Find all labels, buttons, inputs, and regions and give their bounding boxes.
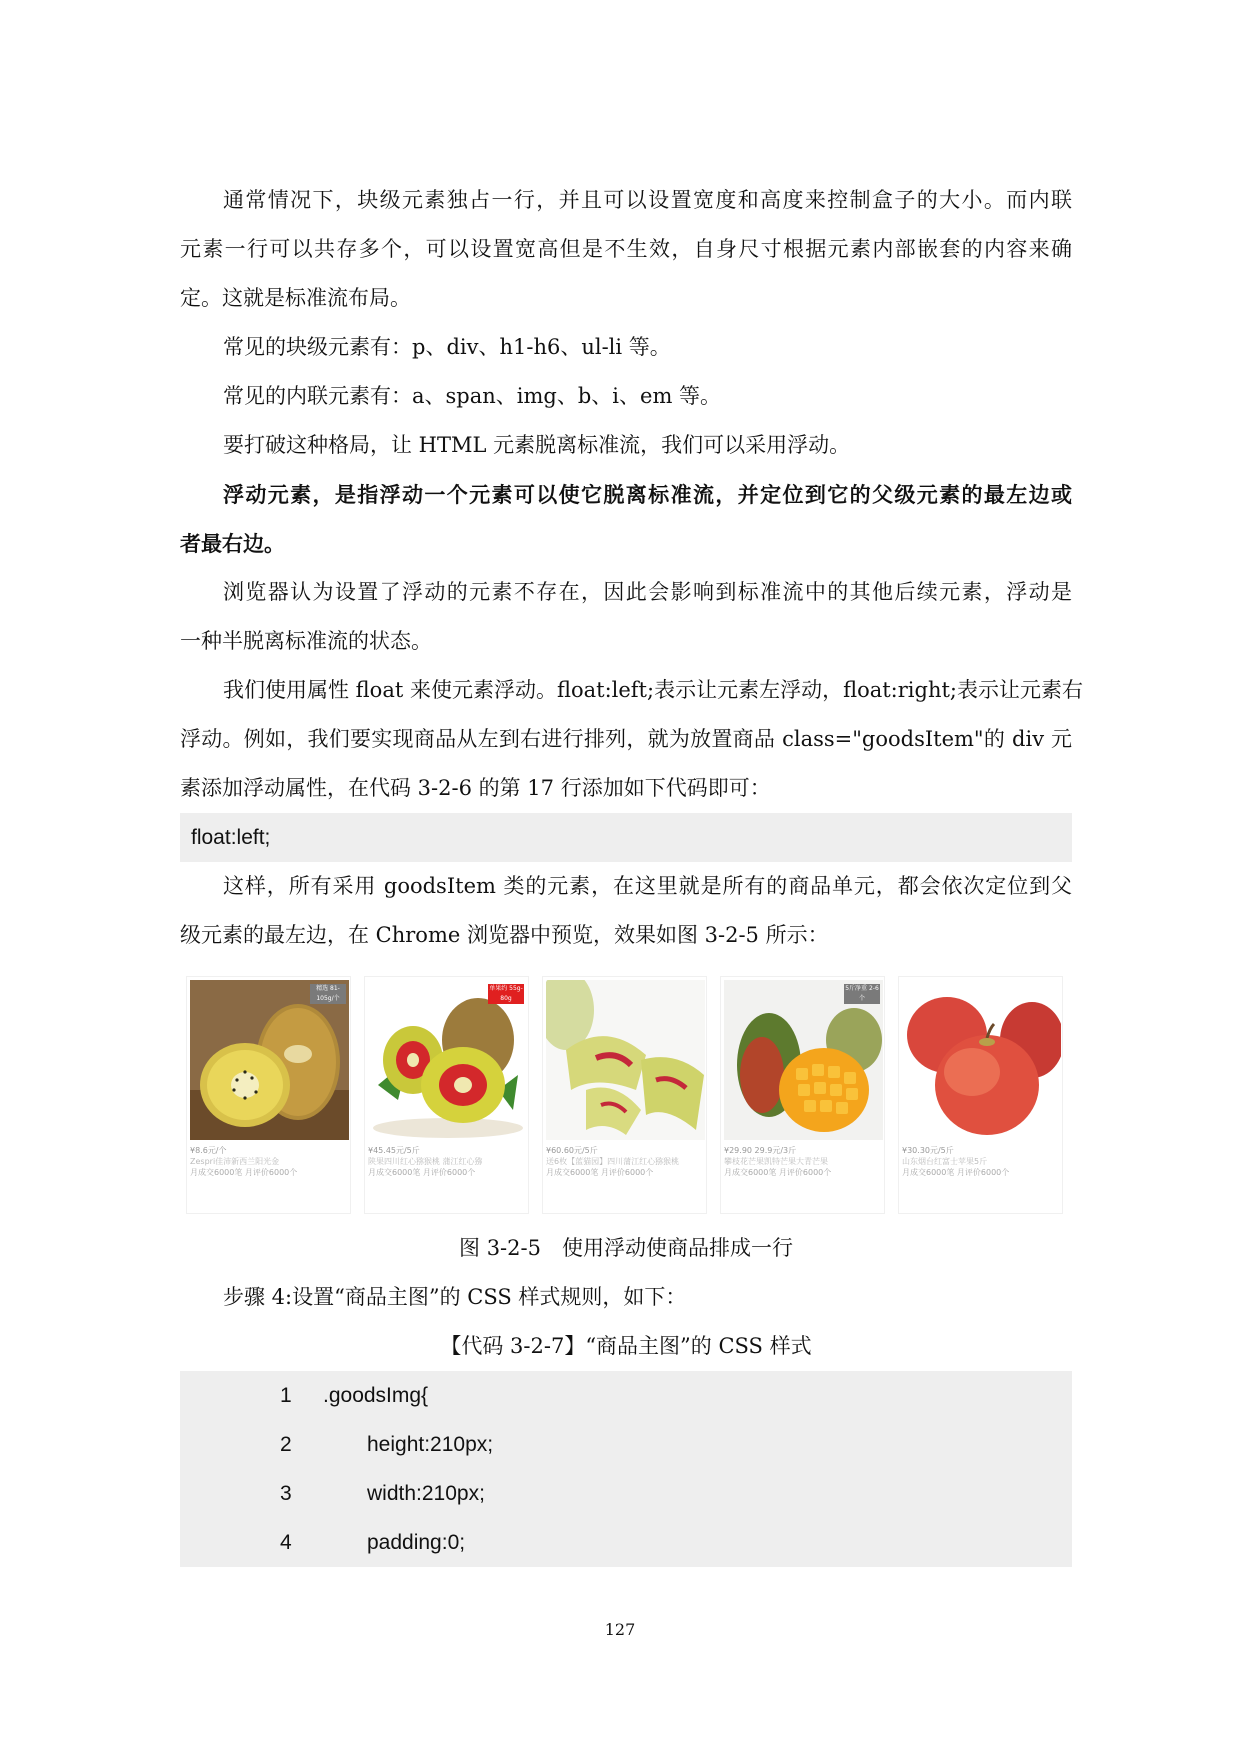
text-line: 级元素的最左边，在 Chrome 浏览器中预览，效果如图 3-2-5 所示： [180, 923, 829, 947]
product-card [186, 976, 351, 1214]
inline-code-text: float:left; [191, 826, 271, 849]
text-line: 步骤 4:设置“商品主图”的 CSS 样式规则，如下： [223, 1285, 687, 1309]
paragraph-standard-flow [180, 176, 1072, 323]
text-line: 常见的块级元素有：p、div、h1-h6、ul-li 等。 [223, 335, 671, 359]
product-tag: 精选 81-105g/个 [310, 984, 346, 1004]
product-tag: 单果约 55g-80g [489, 985, 523, 1002]
line-number: 1 [280, 1384, 292, 1407]
paragraph-step-4 [180, 1273, 1072, 1322]
product-image-kiwi-gold [190, 980, 349, 1140]
product-title: Zespri佳沛新西兰阳光金 [190, 1157, 280, 1166]
text-line: 元素一行可以共存多个，可以设置宽高但是不生效，自身尺寸根据元素内部嵌套的内容来确 [180, 237, 1072, 261]
paragraph-inline-elements [180, 372, 1072, 421]
code-caption: 【代码 3-2-7】“商品主图”的 CSS 样式 [440, 1334, 812, 1358]
product-price: ¥29.90 29.9元/3斤 [724, 1146, 797, 1155]
text-line: 我们使用属性 float 来使元素浮动。float:left;表示让元素左浮动，float:right;表示让元素右 [223, 678, 1083, 702]
text-line: 通常情况下，块级元素独占一行，并且可以设置宽度和高度来控制盒子的大小。而内联 [223, 188, 1072, 212]
product-title: 陕果四川红心猕猴桃 蒲江红心猕 [368, 1157, 483, 1166]
text-line: 这样，所有采用 goodsItem 类的元素，在这里就是所有的商品单元，都会依次定位到父 [223, 874, 1072, 898]
product-title: 山东烟台红富士苹果5斤 [902, 1157, 988, 1166]
paragraph-chrome-preview [180, 862, 1072, 960]
text-line: 浏览器认为设置了浮动的元素不存在，因此会影响到标准流中的其他后续元素，浮动是 [223, 580, 1072, 604]
text-line: 一种半脱离标准流的状态。 [180, 629, 432, 653]
product-title: 送6枚【蓝猫园】四川蒲江红心猕猴桃 [546, 1157, 680, 1166]
line-number: 2 [280, 1433, 292, 1456]
code-line [180, 1420, 1072, 1469]
text-line: 定。这就是标准流布局。 [180, 286, 411, 310]
code-line [180, 1371, 1072, 1420]
code-text: height:210px; [367, 1433, 494, 1456]
product-image-kiwi-red [368, 980, 527, 1140]
paragraph-break-layout [180, 421, 1072, 470]
figure-caption: 图 3-2-5 使用浮动使商品排成一行 [459, 1236, 793, 1260]
text-line: 素添加浮动属性，在代码 3-2-6 的第 17 行添加如下代码即可： [180, 776, 771, 800]
product-image-apple [902, 980, 1061, 1140]
paragraph-float-definition [180, 470, 1072, 568]
line-number: 4 [280, 1531, 292, 1554]
code-text: padding:0; [367, 1531, 466, 1554]
inline-code-block [180, 813, 1072, 862]
code-line [180, 1469, 1072, 1518]
text-line: 浮动。例如，我们要实现商品从左到右进行排列，就为放置商品 class="goodsItem"的 div 元 [180, 727, 1072, 751]
product-tag: 5斤净重 2-6个 [845, 985, 879, 1002]
product-meta: 月成交6000笔 月评价6000个 [190, 1168, 298, 1177]
code-line [180, 1518, 1072, 1567]
product-meta: 月成交6000笔 月评价6000个 [724, 1168, 832, 1177]
product-price: ¥45.45元/5斤 [368, 1146, 420, 1155]
text-line: 常见的内联元素有：a、span、img、b、i、em 等。 [223, 384, 722, 408]
product-price: ¥60.60元/5斤 [546, 1146, 598, 1155]
paragraph-float-property [180, 666, 1083, 813]
product-image-mango [724, 980, 883, 1140]
product-card [720, 976, 885, 1214]
page-number: 127 [604, 1620, 636, 1639]
product-title: 攀枝花芒果凯特芒果大青芒果 [724, 1157, 828, 1166]
paragraph-browser-float [180, 568, 1072, 666]
product-price: ¥8.6元/个 [190, 1146, 227, 1155]
code-text: .goodsImg{ [323, 1384, 429, 1407]
line-number: 3 [280, 1482, 292, 1505]
product-figure [186, 976, 1066, 1214]
product-image-kiwi-slices [546, 980, 705, 1140]
code-text: width:210px; [367, 1482, 485, 1505]
product-card [898, 976, 1063, 1214]
product-price: ¥30.30元/5斤 [902, 1146, 954, 1155]
product-meta: 月成交6000笔 月评价6000个 [902, 1168, 1010, 1177]
product-card [364, 976, 529, 1214]
text-line: 要打破这种格局，让 HTML 元素脱离标准流，我们可以采用浮动。 [223, 433, 851, 457]
product-meta: 月成交6000笔 月评价6000个 [546, 1168, 654, 1177]
text-line: 浮动元素，是指浮动一个元素可以使它脱离标准流，并定位到它的父级元素的最左边或 [223, 482, 1072, 507]
text-line: 者最右边。 [180, 531, 285, 556]
product-meta: 月成交6000笔 月评价6000个 [368, 1168, 476, 1177]
product-card [542, 976, 707, 1214]
code-block [180, 1371, 1072, 1567]
paragraph-block-elements [180, 323, 1072, 372]
